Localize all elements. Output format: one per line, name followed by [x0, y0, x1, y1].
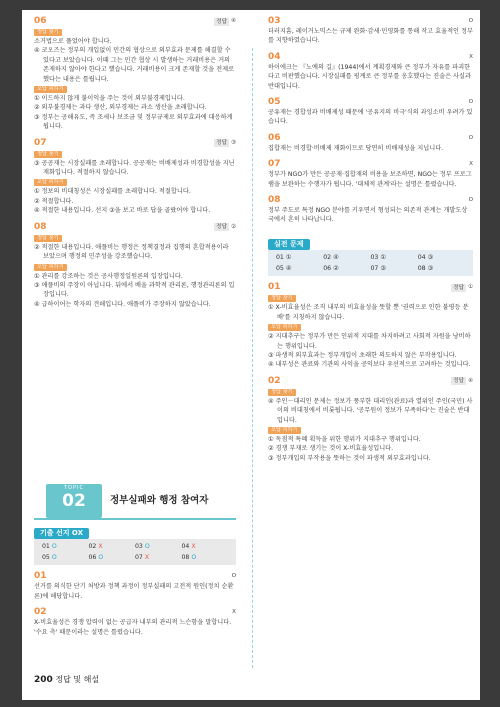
ox-answer-02	[34, 607, 236, 637]
topic-label: TOPIC	[64, 485, 84, 491]
wrong-item: ③ 정부개입의 부작용을 뜻하는 것이 파생적 외부효과입니다.	[268, 454, 431, 462]
grid-cell	[418, 252, 465, 263]
answer-mark: ④	[230, 18, 236, 24]
answer-mark: ③	[230, 139, 236, 146]
ox-answer-05	[268, 97, 473, 127]
grid-cell	[371, 263, 418, 274]
wrong-item: ③ 파생적 외부효과는 정부개입이 초래한 의도하지 않은 부작용입니다.	[268, 351, 457, 359]
answer-tag: 정답	[453, 284, 464, 291]
answer-mark: O	[468, 134, 473, 141]
explanation: 하이에크는 『노예의 길』(1944)에서 계획경제와 큰 정부가 자유를 파괴한다고 비판했습니다. 시장실패를 핑계로 큰 정부를 옹호했다는 진술은 사실과 반대입니다.	[268, 63, 471, 90]
grid-cell-number: 06	[323, 265, 334, 273]
wrong-item: ① 정보의 비대칭성은 시장실패를 초래합니다. 적절합니다.	[34, 188, 191, 196]
real-answer-02	[268, 376, 473, 463]
real-problem-heading: 실전 문제	[268, 239, 310, 250]
correct-label: 정답 찾기	[268, 389, 296, 396]
grid-cell	[418, 263, 465, 274]
ox-answer-07	[268, 159, 473, 189]
answer-mark: X	[469, 53, 473, 60]
grid-cell-answer: ③	[380, 265, 386, 273]
grid-cell-number: 02	[88, 543, 99, 551]
grid-cell	[182, 552, 229, 563]
wrong-item: ② 외부불경제는 과다 생산, 외부경제는 과소 생산을 초래합니다.	[34, 104, 207, 112]
explanation: 정부가 NGO가 만든 공공재·집합재의 비용을 보조하면, NGO는 정부 프로그램을 보완하는 수행자가 됩니다. '대체적 관계'라는 설명은 틀렸습니다.	[268, 171, 472, 188]
wrong-item: ① 독점적 특혜 획득을 위한 행위가 지대추구 행위입니다.	[268, 435, 421, 443]
wrong-item: ③ 애플비의 주장이 아닙니다. 뒤에서 배울 과학적 관리론, 행정관리론의 입장입니다.	[34, 281, 235, 299]
grid-cell-answer: ③	[427, 254, 434, 262]
answer-mark: ①	[467, 284, 473, 291]
question-number: 07	[34, 137, 47, 148]
grid-cell-number: 04	[181, 543, 192, 551]
explanation: 선거를 의식한 단기 처방과 정책 과정이 정부실패의 고전적 원인(정치 순환론)에 해당합니다.	[34, 583, 234, 600]
grid-cell	[276, 263, 323, 274]
answer-tag: 정답	[216, 224, 227, 231]
answer-mark: O	[468, 99, 473, 106]
grid-cell	[89, 541, 136, 552]
answer-mark: O	[231, 573, 236, 580]
question-number: 01	[34, 571, 47, 582]
grid-cell-answer: X	[191, 543, 196, 551]
grid-cell-number: 06	[88, 554, 99, 562]
explanation-item: ① X-비효율성은 조직 내부의 비효율성을 뜻할 뿐 '권력으로 인한 불평등 분배'를 지칭하지 않습니다.	[268, 304, 469, 321]
grid-cell-number: 08	[417, 265, 428, 273]
grid-cell-number: 01	[276, 254, 286, 262]
question-number: 05	[268, 97, 281, 108]
correct-label: 정답 찾기	[268, 295, 296, 302]
explanation-item: ④ 코오즈는 정부의 개입없이 민간의 협상으로 외부효과 문제를 해결할 수 있다고 보았습니다. 이때 그는 민간 협상 시 발생하는 거래비용은 거의 존재하지 않아야 한다고 했습니다. 거래비용이 크게 존재할 것을 전제로 했다는 내용은 틀립니다.	[34, 47, 235, 83]
wrong-item: ④ 적절한 내용입니다. 선지 ③을 보고 바로 답을 골랐어야 합니다.	[34, 207, 211, 215]
wrong-label: 오답 피하기	[34, 86, 67, 93]
answer-mark: O	[468, 197, 473, 204]
answer-mark: ④	[467, 377, 473, 384]
question-number: 07	[268, 159, 281, 170]
question-number: 02	[34, 607, 47, 618]
answer-mark: O	[468, 18, 473, 24]
right-column	[268, 10, 473, 463]
answer-mark: X	[469, 161, 473, 168]
wrong-item: ④ 급하이어는 학자의 견해입니다. 애플비가 주장하지 않았습니다.	[34, 300, 211, 308]
grid-cell-answer: O	[191, 554, 197, 562]
question-number: 04	[268, 51, 281, 62]
ox-answer-08	[268, 195, 473, 225]
question-number: 03	[268, 16, 281, 26]
wrong-item: ② 적절합니다.	[34, 197, 74, 205]
left-column	[34, 10, 236, 309]
grid-cell-number: 02	[323, 254, 334, 262]
correct-label: 정답 찾기	[34, 151, 62, 158]
grid-cell-answer: O	[51, 554, 57, 562]
ox-answer-grid	[34, 539, 236, 565]
question-number: 08	[268, 195, 281, 206]
answer-06	[34, 16, 236, 132]
grid-cell-answer: ③	[427, 265, 434, 273]
grid-cell	[89, 552, 136, 563]
grid-cell-answer: O	[98, 554, 104, 562]
question-number: 08	[34, 221, 47, 232]
footer-section: 정답 및 해설	[55, 675, 100, 684]
answer-tag: 정답	[216, 140, 227, 147]
grid-cell-answer: ④	[285, 265, 292, 273]
grid-cell	[135, 541, 182, 552]
grid-cell	[182, 541, 229, 552]
ox-answer-06	[268, 133, 473, 153]
grid-cell-answer: ②	[333, 265, 339, 273]
grid-cell-number: 08	[181, 554, 192, 562]
ox-answer-01	[34, 571, 236, 601]
ox-heading: 기출 선지 OX	[34, 528, 89, 539]
grid-cell-answer: ④	[333, 254, 339, 262]
explanation: 정부 주도로 특정 NGO 분야를 키우면서 형성되는 의존적 관계는 개발도상국에서 흔히 나타납니다.	[268, 207, 468, 224]
grid-cell	[42, 541, 89, 552]
grid-cell-answer: X	[98, 543, 103, 551]
explanation: 더러지흠, 레이거노믹스는 규제 완화·감세·민영화를 통해 작고 효율적인 정부를 지향하였습니다.	[268, 28, 473, 45]
wrong-label: 오답 피하기	[268, 427, 301, 434]
grid-cell-answer: O	[51, 543, 57, 551]
ox-answer-03	[268, 16, 473, 46]
explanation: X-비효율성은 경쟁 압력이 없는 공급자 내부의 관리적 느슨함을 말합니다. '수요 측' 때문이라는 설명은 틀렸습니다.	[34, 619, 232, 636]
grid-cell-number: 05	[42, 554, 52, 562]
topic-banner	[34, 478, 236, 522]
correct-label: 정답 찾기	[34, 235, 62, 242]
grid-cell	[42, 552, 89, 563]
wrong-label: 오답 피하기	[34, 179, 67, 186]
grid-cell-number: 03	[370, 254, 381, 262]
page-footer	[34, 674, 99, 685]
wrong-item: ② 경쟁 부재로 생기는 것이 X-비효율성입니다.	[268, 445, 394, 453]
question-number: 01	[268, 282, 281, 293]
wrong-item: ④ 내부성은 관료와 기관의 사익을 공익보다 우선적으로 고려하는 것입니다.	[268, 361, 471, 369]
explanation-item: ④ 주인－대리인 문제는 정보가 풍부한 대리인(관료)과 열위인 주인(국민) 사이의 비대칭에서 비롯됩니다. '공무원이 정보가 부족하다'는 진술은 반대입니다.	[268, 397, 473, 424]
explanation: 소거법으로 풀었어야 합니다.	[34, 38, 112, 45]
explanation: 집합재는 비경합·비배제 재화이므로 당연히 비배제성을 지닙니다.	[268, 144, 444, 152]
topic-title: 정부실패와 행정 참여자	[110, 495, 209, 506]
grid-cell-answer: O	[144, 543, 150, 551]
ox-answer-04	[268, 52, 473, 91]
grid-cell-answer: X	[144, 554, 150, 562]
real-answer-grid	[268, 250, 473, 276]
grid-cell	[135, 552, 182, 563]
left-lower	[34, 528, 236, 637]
answer-07	[34, 138, 236, 216]
real-answer-01	[268, 282, 473, 369]
answer-tag: 정답	[216, 18, 227, 25]
grid-cell	[323, 252, 370, 263]
explanation-item: ③ 공공재는 시장실패를 초래합니다. 공공재는 비배제성과 비경합성을 지닌 재화입니다. 적절하지 않습니다.	[34, 159, 235, 177]
explanation-item: ② 적절한 내용입니다. 애플비는 행정은 정책결정과 집행의 혼합적용이라 보았으며 행정의 민주성을 강조했습니다.	[34, 243, 229, 261]
wrong-label: 오답 피하기	[34, 264, 67, 271]
wrong-item: ③ 정부는 공해유도, 즉 조세나 보조금 및 정부규제로 외부효과에 대응하게 됩니다.	[34, 113, 233, 131]
question-number: 02	[268, 375, 281, 386]
correct-label: 정답 찾기	[34, 29, 62, 36]
grid-cell-number: 01	[42, 543, 52, 551]
grid-cell-number: 03	[135, 543, 145, 551]
grid-cell-number: 07	[135, 554, 145, 562]
page-number: 200	[34, 675, 53, 685]
grid-cell-answer: ①	[285, 254, 292, 262]
explanation: 공유재는 경합성과 비배제성 때문에 '공유지의 비극'식의 과잉소비 우려가 있습니다.	[268, 109, 473, 126]
wrong-item: ① 관리를 강조하는 것은 공사행정일원론의 입장입니다.	[34, 272, 183, 280]
grid-cell-number: 04	[417, 254, 428, 262]
column-divider	[252, 48, 253, 668]
answer-08	[34, 222, 236, 309]
wrong-item: ① 이드하지 않게 불이익을 주는 것이 외부불경제입니다.	[34, 95, 185, 103]
grid-cell-number: 05	[276, 265, 286, 273]
topic-number: 02	[62, 491, 86, 511]
page	[22, 10, 480, 700]
grid-cell	[323, 263, 370, 274]
grid-cell	[371, 252, 418, 263]
grid-cell-answer: ①	[380, 254, 386, 262]
wrong-label: 오답 피하기	[268, 324, 301, 331]
answer-tag: 정답	[453, 378, 464, 385]
topic-badge	[46, 484, 102, 518]
topic-underline	[34, 518, 236, 520]
question-number: 06	[268, 132, 281, 143]
wrong-item: ② 지대추구는 정부가 만든 인위적 지대를 차지하려고 사회적 자원을 낭비하는 행위입니다.	[268, 333, 471, 350]
grid-cell	[276, 252, 323, 263]
grid-cell-number: 07	[370, 265, 381, 273]
answer-mark: X	[232, 609, 236, 616]
question-number: 06	[34, 16, 47, 26]
answer-mark: ②	[230, 223, 236, 230]
